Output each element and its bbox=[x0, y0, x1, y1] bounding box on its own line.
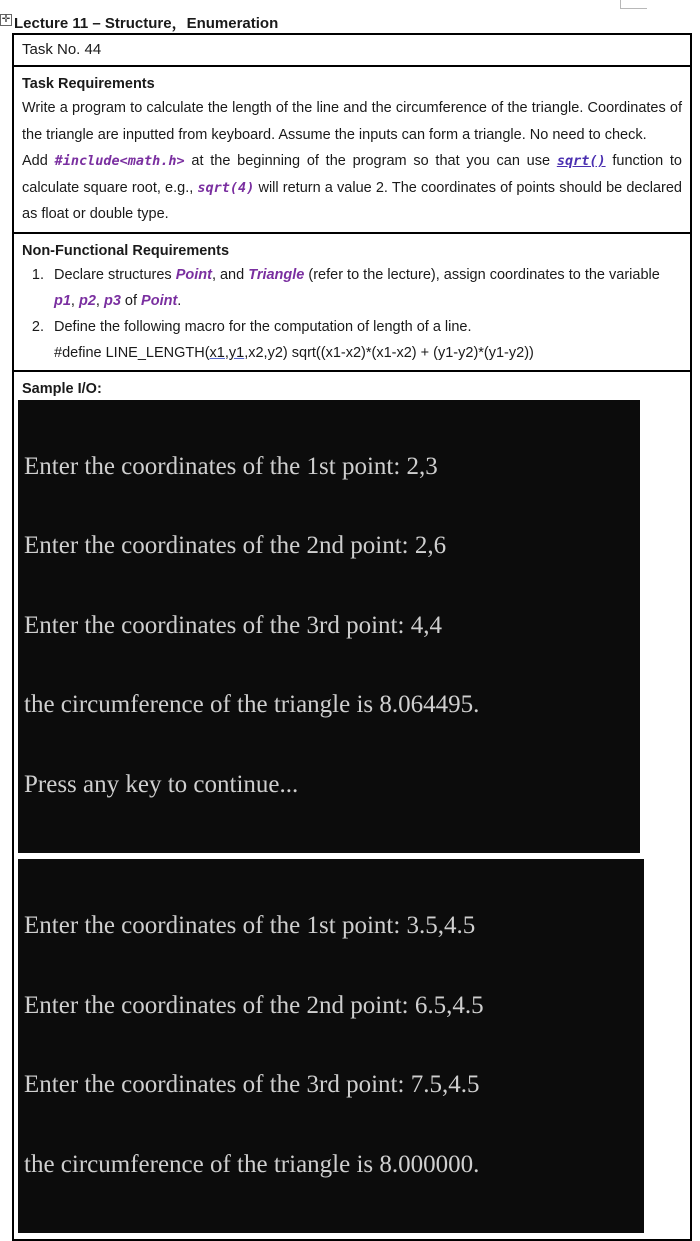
console-line: the circumference of the triangle is 8.000000. bbox=[24, 1150, 480, 1178]
sample-io-title: Sample I/O: bbox=[22, 380, 102, 397]
define-macro: #define LINE_LENGTH(x1,y1,x2,y2) sqrt((x1-x2)*(x1-x2) + (y1-y2)*(y1-y2)) bbox=[54, 344, 534, 361]
p1-keyword: p1 bbox=[54, 292, 71, 309]
text-segment: function to calculate square root, e.g., bbox=[22, 153, 682, 196]
include-code: #include<math.h> bbox=[54, 153, 185, 169]
move-icon[interactable]: ✛ bbox=[1, 14, 11, 25]
list-item: 2. Define the following macro for the computation of length of a line. #define LINE_LENGTH(x1,y1,x2,y2) sqrt((x1-x2)*(x1-x2) + (y1-y2)*(y1-y2)) bbox=[48, 314, 682, 366]
sqrt-link[interactable]: sqrt() bbox=[556, 153, 606, 169]
sample-io-row bbox=[14, 372, 690, 1240]
task-number-row bbox=[14, 35, 690, 67]
point-keyword: Point bbox=[175, 266, 212, 283]
point-keyword: Point bbox=[141, 292, 178, 309]
p3-keyword: p3 bbox=[103, 292, 121, 309]
console-line: Press any key to continue... bbox=[24, 770, 299, 798]
console-line: Enter the coordinates of the 2nd point: 6.5,4.5 bbox=[24, 991, 484, 1019]
triangle-keyword: Triangle bbox=[248, 266, 305, 283]
console-output-1 bbox=[18, 400, 640, 854]
task-number: Task No. 44 bbox=[22, 41, 102, 58]
non-functional-row bbox=[14, 234, 690, 372]
task-requirements-paragraph-2 bbox=[22, 148, 682, 228]
text-segment: will return a value 2. The coordinates of points should be declared as float or double type. bbox=[22, 179, 682, 222]
non-functional-title: Non-Functional Requirements bbox=[22, 242, 230, 259]
console-line: Enter the coordinates of the 1st point: 2,3 bbox=[24, 452, 438, 480]
task-requirements-title: Task Requirements bbox=[22, 76, 155, 92]
task-requirements-row bbox=[14, 67, 690, 234]
list-item: 1. Declare structures Point, and Triangle (refer to the lecture), assign coordinates to the variable p1, p2, p3 of Point. bbox=[48, 262, 682, 314]
task-table bbox=[12, 33, 692, 1241]
p2-keyword: p2 bbox=[78, 292, 96, 309]
console-output-2 bbox=[18, 859, 644, 1233]
sqrt-example-code: sqrt(4) bbox=[197, 179, 255, 196]
page-corner-mark bbox=[620, 0, 647, 9]
task-requirements-paragraph-1: Write a program to calculate the length of the line and the circumference of the triangle. Coordinates of the triangle are inputted from keyboard. Assume the inputs can form a triangle. No need to check. bbox=[22, 100, 682, 143]
text-segment: Add bbox=[22, 153, 55, 169]
requirements-list bbox=[22, 262, 682, 366]
page-title: Lecture 11 – Structure，Enumeration bbox=[14, 15, 279, 32]
console-line: Enter the coordinates of the 3rd point: 7.5,4.5 bbox=[24, 1071, 480, 1098]
console-line: Enter the coordinates of the 3rd point: 4,4 bbox=[24, 611, 442, 639]
console-line: Enter the coordinates of the 2nd point: 2,6 bbox=[24, 532, 447, 559]
console-line: Enter the coordinates of the 1st point: 3.5,4.5 bbox=[24, 912, 476, 939]
text-segment: at the beginning of the program so that you can use bbox=[184, 153, 557, 169]
console-line: the circumference of the triangle is 8.064495. bbox=[24, 691, 480, 718]
